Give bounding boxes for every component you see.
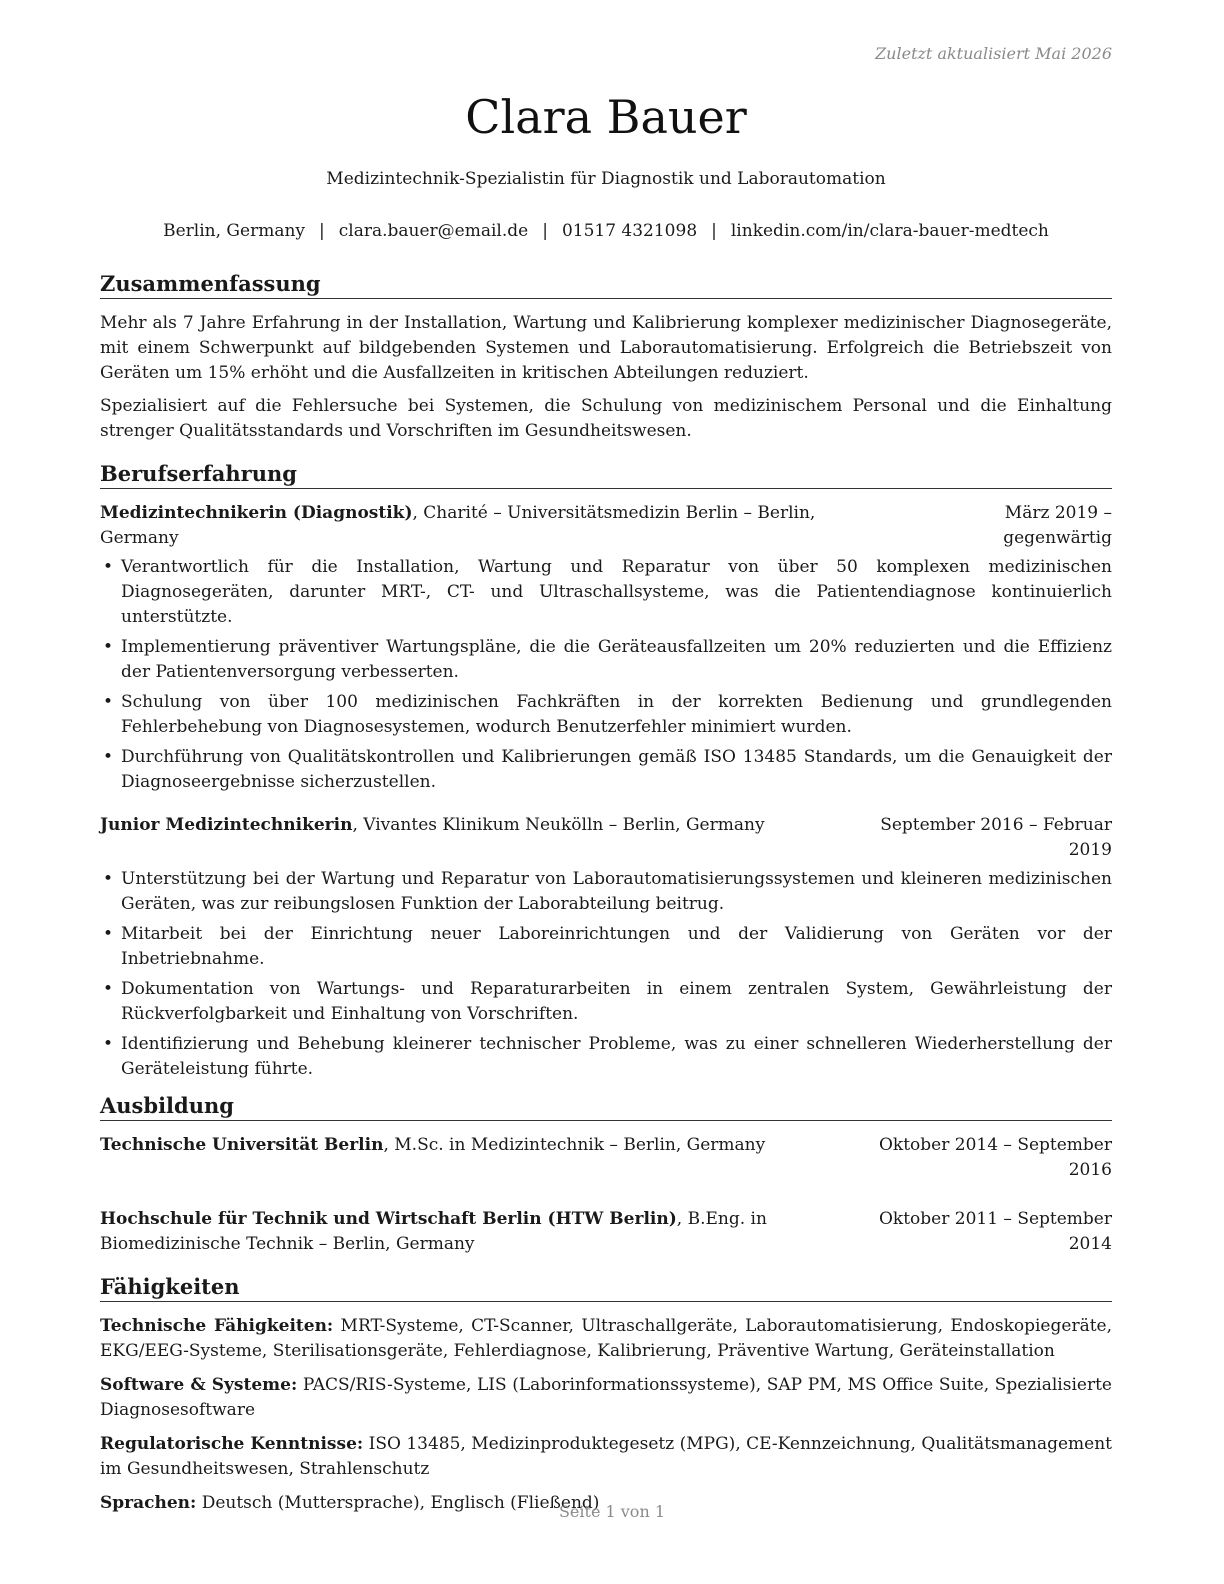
job-role: Medizintechnikerin (Diagnostik) [100,503,413,523]
contact-phone: 01517 4321098 [561,221,698,241]
job-title-line [100,813,864,838]
summary-paragraph: Mehr als 7 Jahre Erfahrung in der Installation, Wartung und Kalibrierung komplexer medizinischer Diagnosegeräte, mit einem Schwerpunkt auf bildgebenden Systemen und Laborautomatisierung. Erfolgreich die Betriebszeit von Geräten um 15% erhöht und die Ausfallzeiten in kritischen Abteilungen reduziert. [100,313,1112,383]
list-item: • Dokumentation von Wartungs- und Reparaturarbeiten in einem zentralen System, Gewährleistung der Rückverfolgbarkeit und Einhaltung von Vorschriften. [100,977,1112,1027]
skill-value: ISO 13485, Medizinproduktegesetz (MPG), CE-Kennzeichnung, Qualitätsmanagement im Gesundheitswesen, Strahlenschutz [100,1434,1112,1479]
education-title-line [100,1133,864,1158]
contact-location: Berlin, Germany [163,221,306,241]
list-item: • Identifizierung und Behebung kleinerer technischer Probleme, was zu einer schnelleren Wiederherstellung der Geräteleistung führte. [100,1032,1112,1082]
contact-linkedin[interactable]: linkedin.com/in/clara-bauer-medtech [730,221,1049,241]
education-title-line [100,1207,864,1257]
contact-line [100,219,1112,243]
skill-value: Deutsch (Muttersprache), Englisch (Fließend) [196,1493,600,1513]
education-entry [100,1207,1112,1257]
skill-line [100,1373,1112,1423]
education-dates: Oktober 2011 – September 2014 [878,1209,1112,1254]
list-item: • Schulung von über 100 medizinischen Fachkräften in der korrekten Bedienung und grundlegenden Fehlerbehebung von Diagnosesystemen, wodurch Benutzerfehler minimiert wurden. [100,690,1112,740]
job-bullets [100,555,1112,795]
job-header [100,813,1112,863]
job-org: , Charité – Universitätsmedizin Berlin – Berlin, Germany [100,503,816,548]
list-item: • Implementierung präventiver Wartungspläne, die die Geräteausfallzeiten um 20% reduzierten und die Effizienz der Patientenversorgung verbesserten. [100,635,1112,685]
skill-label: Regulatorische Kenntnisse: [100,1434,364,1454]
section-title-skills: Fähigkeiten [100,1273,1112,1302]
job-title-line [100,501,886,551]
education-school: Hochschule für Technik und Wirtschaft Berlin (HTW Berlin) [100,1209,677,1229]
section-title-experience: Berufserfahrung [100,460,1112,489]
page-number: Seite 1 von 1 [558,1502,666,1521]
resume-content [100,270,1112,1525]
job-dates: September 2016 – Februar 2019 [880,815,1112,860]
education-dates: Oktober 2014 – September 2016 [878,1135,1112,1180]
list-item: • Durchführung von Qualitätskontrollen und Kalibrierungen gemäß ISO 13485 Standards, um die Genauigkeit der Diagnoseergebnisse sicherzustellen. [100,745,1112,795]
education-entry [100,1133,1112,1183]
contact-separator: | [542,221,548,241]
education-school: Technische Universität Berlin [100,1135,384,1155]
last-updated: Zuletzt aktualisiert Mai 2026 [875,44,1112,63]
section-title-education: Ausbildung [100,1092,1112,1121]
skill-label: Sprachen: [100,1493,197,1513]
contact-separator: | [319,221,325,241]
skill-line [100,1314,1112,1364]
section-title-summary: Zusammenfassung [100,270,1112,299]
list-item: • Unterstützung bei der Wartung und Reparatur von Laborautomatisierungssystemen und kleineren medizinischen Geräten, was zur reibungslosen Funktion der Laborabteilung beitrug. [100,867,1112,917]
skill-line [100,1432,1112,1482]
job-org: , Vivantes Klinikum Neukölln – Berlin, Germany [352,815,765,835]
job-bullets [100,867,1112,1082]
summary-paragraph: Spezialisiert auf die Fehlersuche bei Systemen, die Schulung von medizinischem Personal und die Einhaltung strenger Qualitätsstandards und Vorschriften im Gesundheitswesen. [100,396,1112,441]
job-dates: März 2019 – gegenwärtig [1003,503,1112,548]
job-role: Junior Medizintechnikerin [100,815,353,835]
list-item: • Verantwortlich für die Installation, Wartung und Reparatur von über 50 komplexen medizinischen Diagnosegeräten, darunter MRT-, CT- und Ultraschallsysteme, was die Patientendiagnose kontinuierlich unterstützte. [100,555,1112,630]
education-detail: , B.Eng. in Biomedizinische Technik – Berlin, Germany [100,1209,767,1254]
skill-label: Technische Fähigkeiten: [100,1316,334,1336]
list-item: • Mitarbeit bei der Einrichtung neuer Laboreinrichtungen und der Validierung von Geräten vor der Inbetriebnahme. [100,922,1112,972]
education-detail: , M.Sc. in Medizintechnik – Berlin, Germany [383,1135,766,1155]
contact-separator: | [711,221,717,241]
contact-email[interactable]: clara.bauer@email.de [338,221,529,241]
job-header [100,501,1112,551]
candidate-subtitle: Medizintechnik-Spezialistin für Diagnostik und Laborautomation [326,169,886,189]
skill-value: PACS/RIS-Systeme, LIS (Laborinformationssysteme), SAP PM, MS Office Suite, Spezialisierte Diagnosesoftware [100,1375,1112,1420]
skill-value: MRT-Systeme, CT-Scanner, Ultraschallgeräte, Laborautomatisierung, Endoskopiegeräte, EKG/EEG-Systeme, Sterilisationsgeräte, Fehlerdiagnose, Kalibrierung, Präventive Wartung, Geräteinstallation [100,1316,1112,1361]
skill-label: Software & Systeme: [100,1375,298,1395]
candidate-name: Clara Bauer [465,90,747,144]
